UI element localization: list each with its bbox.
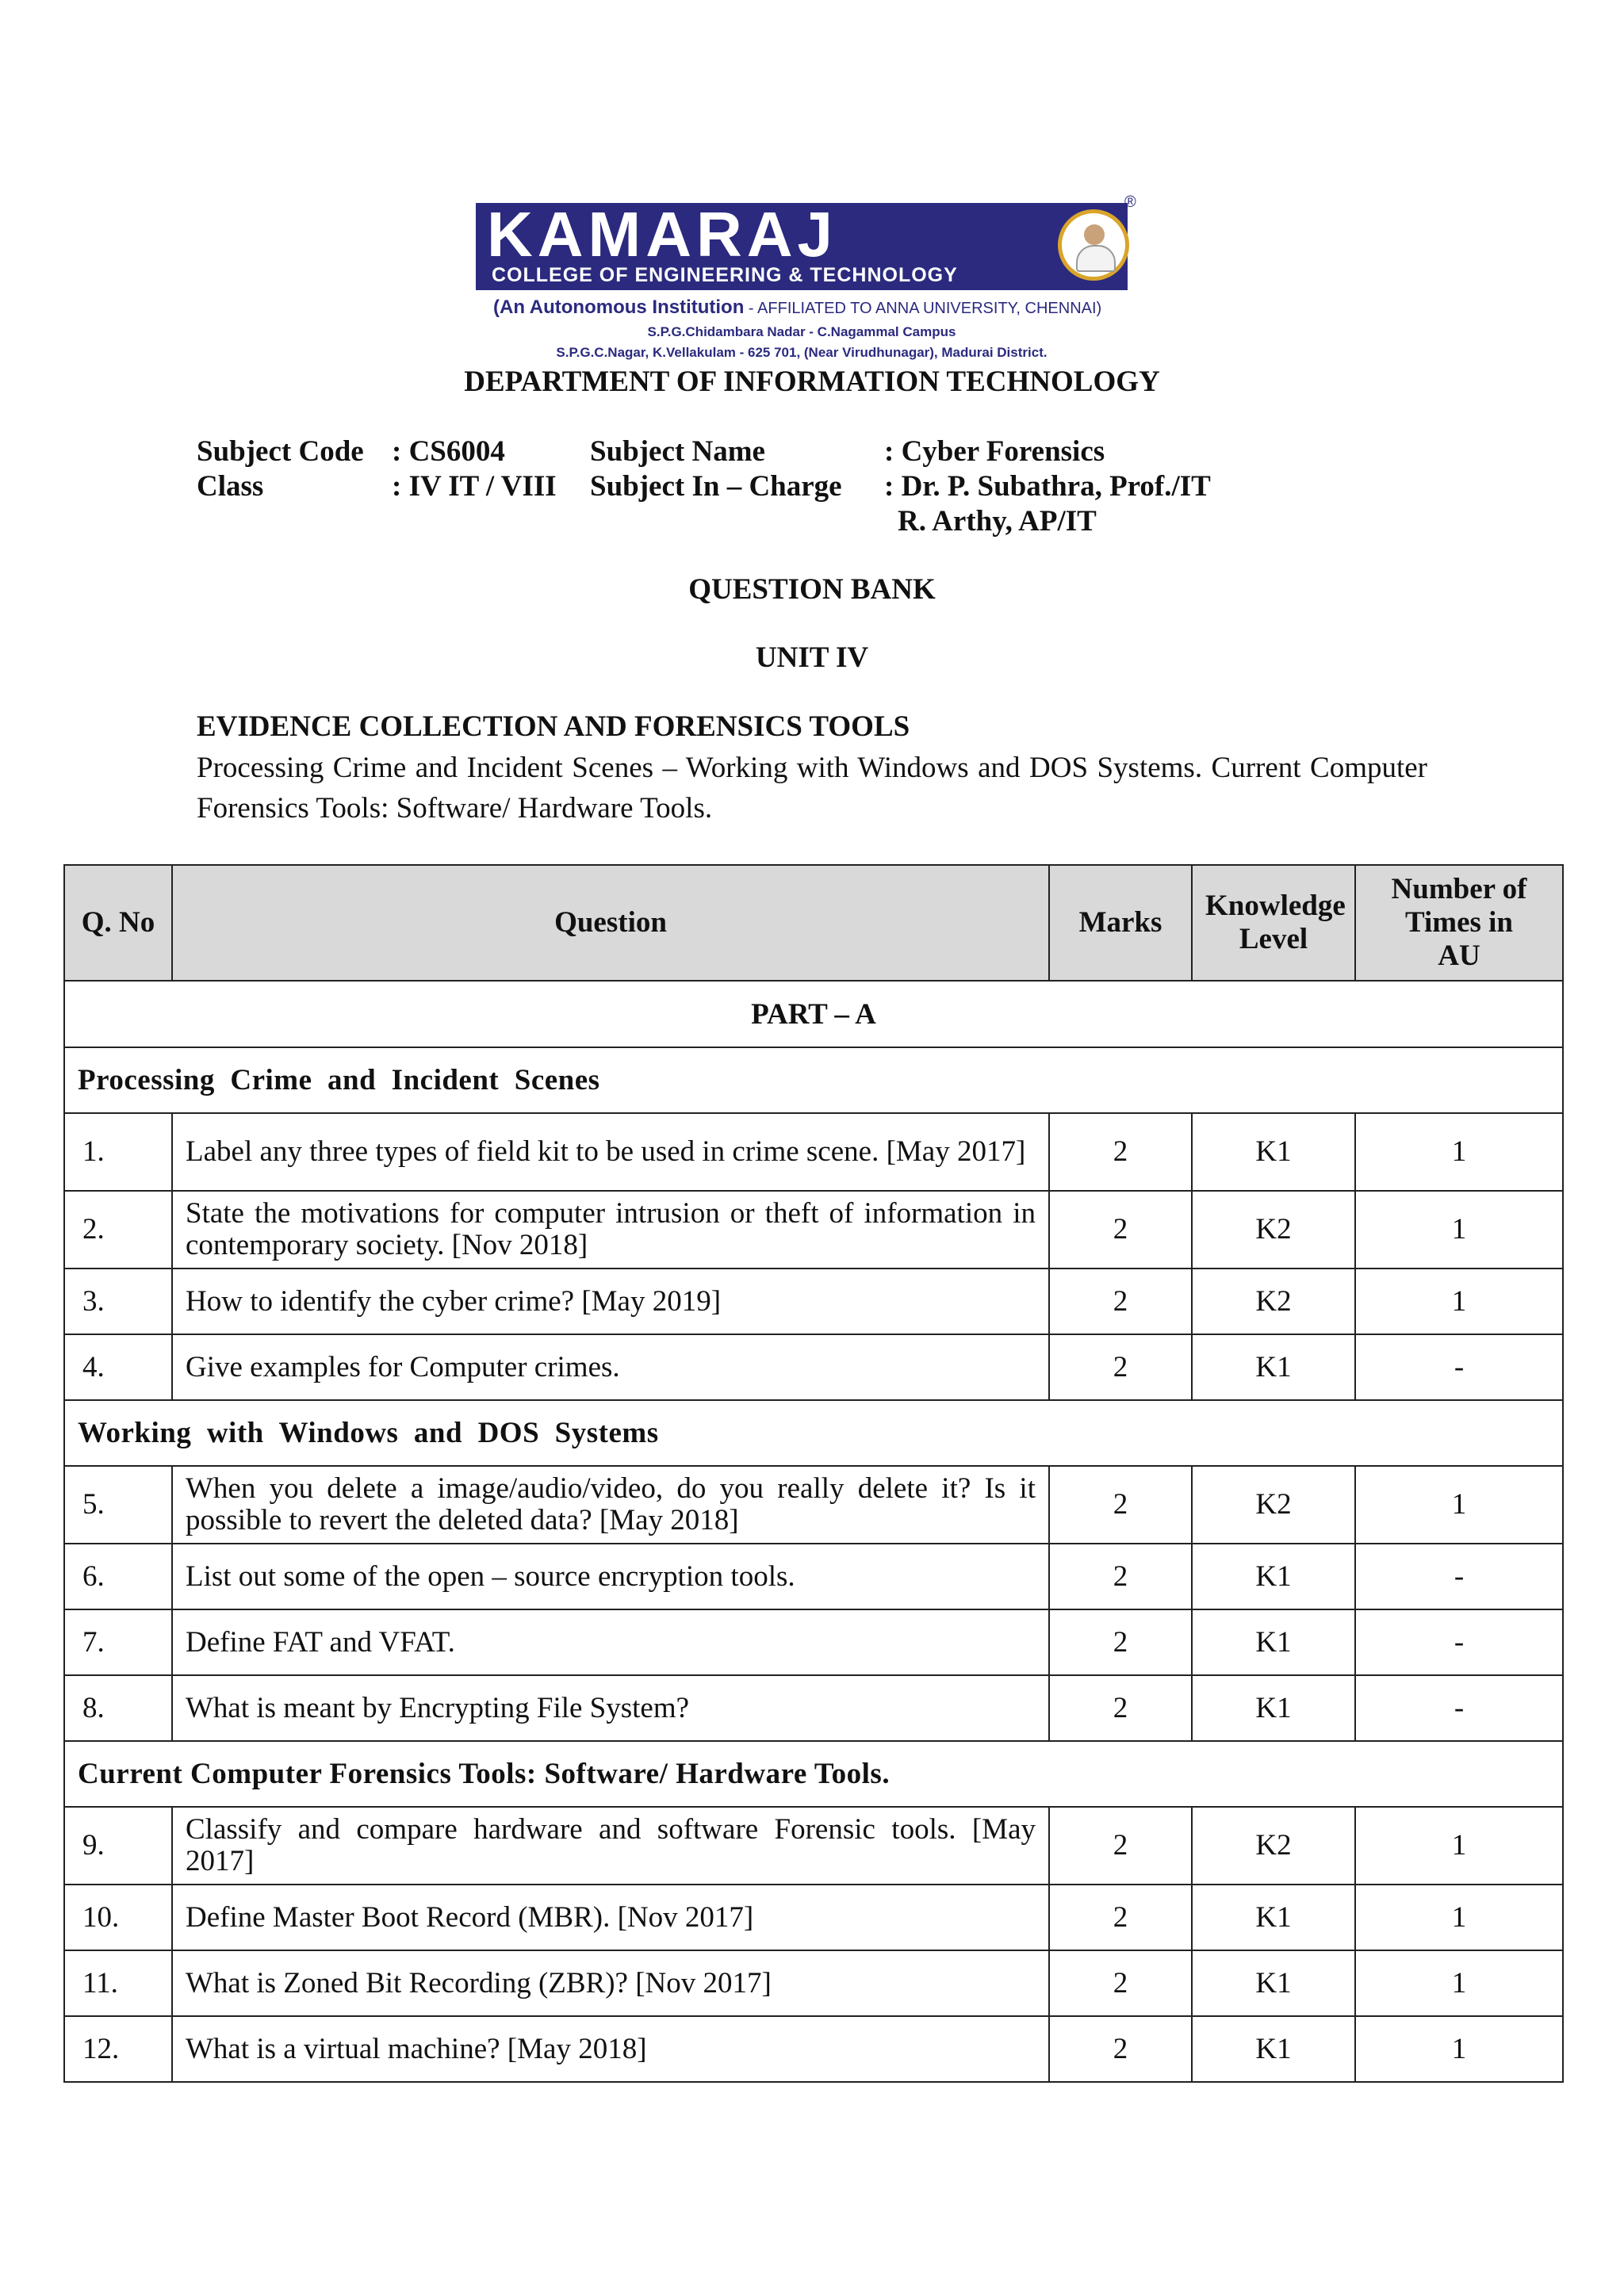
qno-cell: 6. (64, 1544, 172, 1609)
marks-cell: 2 (1049, 1466, 1192, 1544)
part-label: PART – A (64, 981, 1563, 1047)
question-cell: Give examples for Computer crimes. (172, 1334, 1049, 1400)
class-label: Class (197, 470, 264, 503)
marks-cell: 2 (1049, 1544, 1192, 1609)
question-cell: What is a virtual machine? [May 2018] (172, 2016, 1049, 2082)
times-cell: 1 (1355, 1885, 1563, 1950)
qno-cell: 7. (64, 1609, 172, 1675)
qno-cell: 8. (64, 1675, 172, 1741)
table-row (64, 2016, 1563, 2082)
marks-cell: 2 (1049, 1675, 1192, 1741)
table-row (64, 1609, 1563, 1675)
table-row (64, 1113, 1563, 1191)
department-title: DEPARTMENT OF INFORMATION TECHNOLOGY (464, 365, 1160, 398)
section-row (64, 1047, 1563, 1113)
header-marks: Marks (1049, 865, 1192, 981)
question-cell: Classify and compare hardware and software Forensic tools. [May 2017] (172, 1807, 1049, 1885)
times-cell: 1 (1355, 1113, 1563, 1191)
marks-cell: 2 (1049, 1191, 1192, 1269)
section-title: Current Computer Forensics Tools: Software/ Hardware Tools. (64, 1741, 1563, 1807)
level-cell: K1 (1192, 2016, 1355, 2082)
section-row (64, 1741, 1563, 1807)
subject-name-value: : Cyber Forensics (884, 435, 1105, 468)
question-bank-title: QUESTION BANK (688, 573, 936, 606)
incharge-value: : Dr. P. Subathra, Prof./IT (884, 470, 1211, 503)
qno-cell: 1. (64, 1113, 172, 1191)
question-cell: Define Master Boot Record (MBR). [Nov 2017] (172, 1885, 1049, 1950)
logo-affiliation (493, 297, 1101, 319)
marks-cell: 2 (1049, 2016, 1192, 2082)
times-cell: - (1355, 1544, 1563, 1609)
logo-banner (476, 199, 1128, 290)
qno-cell: 10. (64, 1885, 172, 1950)
logo-subtitle: COLLEGE OF ENGINEERING & TECHNOLOGY (492, 264, 958, 286)
question-cell: How to identify the cyber crime? [May 2019] (172, 1269, 1049, 1334)
table-row (64, 1269, 1563, 1334)
times-cell: 1 (1355, 1950, 1563, 2016)
section-title: Processing Crime and Incident Scenes (64, 1047, 1563, 1113)
college-logo (476, 193, 1136, 369)
unit-title: EVIDENCE COLLECTION AND FORENSICS TOOLS (197, 710, 910, 743)
marks-cell: 2 (1049, 1113, 1192, 1191)
logo-affiliated: - AFFILIATED TO ANNA UNIVERSITY, CHENNAI) (744, 300, 1102, 317)
times-cell: - (1355, 1675, 1563, 1741)
question-cell: What is Zoned Bit Recording (ZBR)? [Nov 2017] (172, 1950, 1049, 2016)
question-cell: List out some of the open – source encryption tools. (172, 1544, 1049, 1609)
qno-cell: 3. (64, 1269, 172, 1334)
class-value: : IV IT / VIII (392, 470, 557, 503)
marks-cell: 2 (1049, 1807, 1192, 1885)
times-cell: 1 (1355, 1466, 1563, 1544)
table-row (64, 1807, 1563, 1885)
header-qno: Q. No (64, 865, 172, 981)
times-cell: - (1355, 1609, 1563, 1675)
table-row (64, 1544, 1563, 1609)
logo-autonomous: (An Autonomous Institution (493, 297, 745, 318)
header-knowledge-level: Knowledge Level (1192, 865, 1355, 981)
times-cell: 1 (1355, 1269, 1563, 1334)
header-times-in-au: Number of Times in AU (1355, 865, 1563, 981)
qno-cell: 9. (64, 1807, 172, 1885)
level-cell: K1 (1192, 1609, 1355, 1675)
section-title: Working with Windows and DOS Systems (64, 1400, 1563, 1466)
question-cell: Label any three types of field kit to be used in crime scene. [May 2017] (172, 1113, 1049, 1191)
marks-cell: 2 (1049, 1269, 1192, 1334)
logo-address: S.P.G.C.Nagar, K.Vellakulam - 625 701, (Near Virudhunagar), Madurai District. (556, 345, 1048, 360)
part-row (64, 981, 1563, 1047)
marks-cell: 2 (1049, 1950, 1192, 2016)
times-cell: 1 (1355, 1191, 1563, 1269)
marks-cell: 2 (1049, 1334, 1192, 1400)
level-cell: K1 (1192, 1950, 1355, 2016)
qno-cell: 4. (64, 1334, 172, 1400)
level-cell: K2 (1192, 1466, 1355, 1544)
times-cell: 1 (1355, 1807, 1563, 1885)
incharge-value-2: R. Arthy, AP/IT (898, 505, 1097, 538)
subject-code-label: Subject Code (197, 435, 364, 468)
level-cell: K1 (1192, 1675, 1355, 1741)
unit-description: Processing Crime and Incident Scenes – Working with Windows and DOS Systems. Current Computer Forensics Tools: Software/ Hardware Tools. (197, 752, 1427, 825)
marks-cell: 2 (1049, 1609, 1192, 1675)
level-cell: K1 (1192, 1334, 1355, 1400)
level-cell: K1 (1192, 1544, 1355, 1609)
registered-mark: ® (1124, 193, 1136, 211)
question-cell: Define FAT and VFAT. (172, 1609, 1049, 1675)
incharge-label: Subject In – Charge (590, 470, 842, 503)
times-cell: - (1355, 1334, 1563, 1400)
level-cell: K2 (1192, 1269, 1355, 1334)
question-cell: State the motivations for computer intrusion or theft of information in contemporary society. [Nov 2018] (172, 1191, 1049, 1269)
level-cell: K1 (1192, 1885, 1355, 1950)
question-cell: What is meant by Encrypting File System? (172, 1675, 1049, 1741)
level-cell: K1 (1192, 1113, 1355, 1191)
table-row (64, 1950, 1563, 2016)
level-cell: K2 (1192, 1191, 1355, 1269)
table-row (64, 1675, 1563, 1741)
header-question: Question (172, 865, 1049, 981)
subject-code-value: : CS6004 (392, 435, 505, 468)
level-cell: K2 (1192, 1807, 1355, 1885)
qno-cell: 2. (64, 1191, 172, 1269)
qno-cell: 12. (64, 2016, 172, 2082)
logo-campus: S.P.G.Chidambara Nadar - C.Nagammal Campus (647, 324, 956, 339)
table-row (64, 1191, 1563, 1269)
question-cell: When you delete a image/audio/video, do you really delete it? Is it possible to revert the deleted data? [May 2018] (172, 1466, 1049, 1544)
founder-portrait-icon (1058, 209, 1129, 281)
marks-cell: 2 (1049, 1885, 1192, 1950)
unit-number: UNIT IV (755, 641, 869, 674)
table-header-row (64, 865, 1563, 981)
subject-name-label: Subject Name (590, 435, 765, 468)
qno-cell: 5. (64, 1466, 172, 1544)
table-row (64, 1885, 1563, 1950)
section-row (64, 1400, 1563, 1466)
logo-name: KAMARAJ (487, 199, 837, 270)
qno-cell: 11. (64, 1950, 172, 2016)
times-cell: 1 (1355, 2016, 1563, 2082)
table-row (64, 1466, 1563, 1544)
table-row (64, 1334, 1563, 1400)
question-table (63, 864, 1564, 2083)
